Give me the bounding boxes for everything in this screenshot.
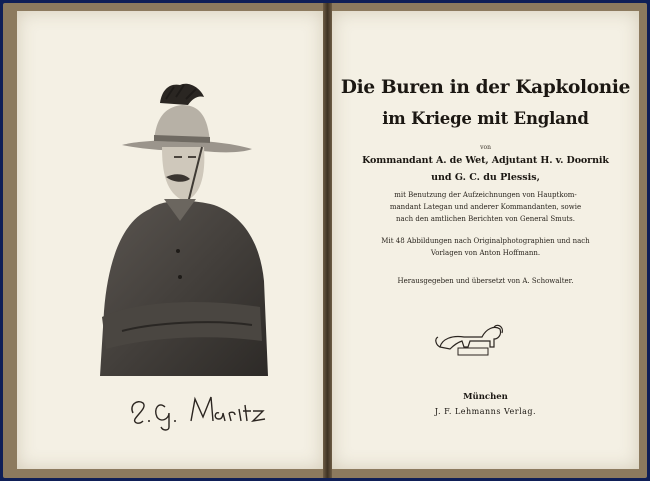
sources-note-line3: nach den amtlichen Berichten von General Smuts. (396, 215, 575, 223)
title-page (332, 11, 639, 469)
authors-line2: und G. C. du Plessis, (431, 172, 540, 183)
book-title-line2: im Kriege mit England (382, 109, 589, 128)
sources-note-line2: mandant Lategan und anderer Kommandanten, sowie (389, 203, 582, 211)
book-title-line1: Die Buren in der Kapkolonie (340, 77, 631, 98)
editor-line: Herausgegeben und übersetzt von A. Schowalter. (397, 277, 574, 285)
book-gutter (323, 3, 332, 478)
publisher-lion-emblem (432, 317, 507, 357)
left-page (17, 11, 323, 469)
portrait-engraving (92, 81, 272, 376)
publication-city: München (463, 392, 508, 402)
signature (125, 383, 285, 431)
authors-line1: Kommandant A. de Wet, Adjutant H. v. Doornik (362, 155, 609, 166)
publisher-name: J. F. Lehmanns Verlag. (434, 407, 537, 416)
sources-note-line1: mit Benutzung der Aufzeichnungen von Hauptkom- (394, 191, 577, 199)
illustrations-note-line2: Vorlagen von Anton Hoffmann. (430, 249, 541, 257)
book-spread (3, 3, 647, 478)
signature-image (125, 383, 285, 431)
by-word: von (480, 144, 491, 151)
illustrations-note-line1: Mit 48 Abbildungen nach Originalphotographien und nach (381, 237, 590, 245)
